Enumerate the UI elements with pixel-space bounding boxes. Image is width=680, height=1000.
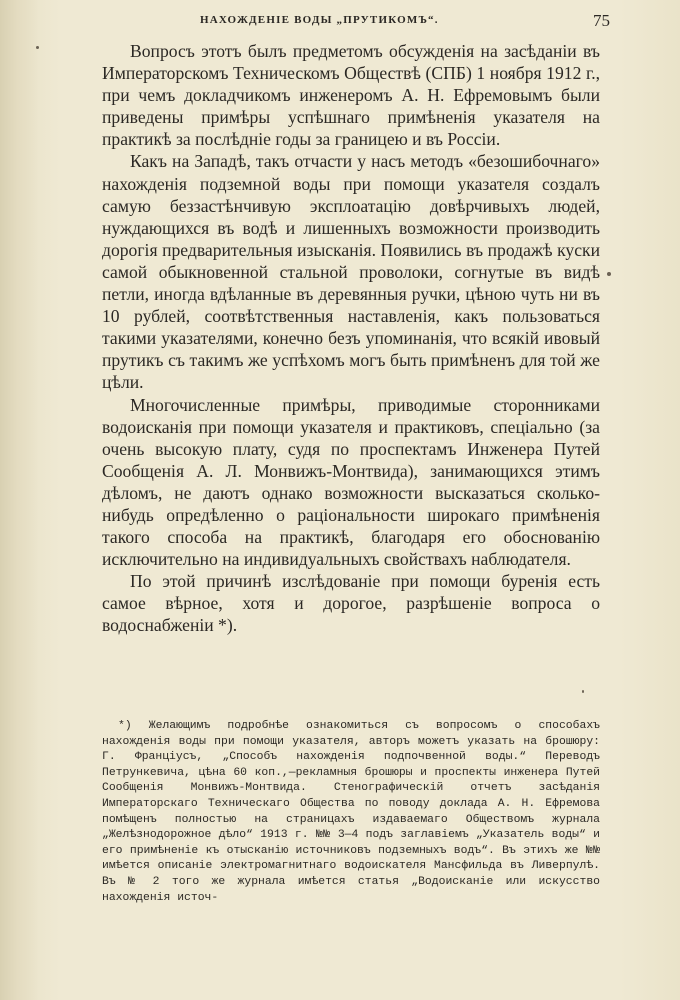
page-number: 75 <box>593 11 610 30</box>
ink-speck <box>582 690 584 693</box>
page-header <box>100 10 610 36</box>
paragraph-3: Многочисленные примѣры, приводимые сторонниками водоисканія при помощи указателя и практиковъ, спеціально (за очень высокую плату, судя по проспектамъ Инженера Путей Сообщенія А. Л. Монвижъ-Монтвида), занимающихся этимъ дѣломъ, не даютъ однако возможности высказаться сколько-нибудь опредѣленно о раціональности широкаго примѣненія такого способа на практикѣ, благодаря его обоснованію исключительно на индивидуальныхъ свойствахъ наблюдателя. <box>102 394 600 570</box>
running-title: НАХОЖДЕНІЕ ВОДЫ „ПРУТИКОМЪ“. <box>200 14 439 26</box>
paragraph-4: По этой причинѣ изслѣдованіе при помощи буренія есть самое вѣрное, хотя и дорогое, разрѣшеніе вопроса о водоснабженіи *). <box>102 571 600 636</box>
ink-speck <box>36 46 39 49</box>
page-gutter-shadow <box>0 0 38 1000</box>
footnote: *) Желающимъ подробнѣе ознакомиться съ вопросомъ о способахъ нахожденія воды при помощи указателя, авторъ можетъ указать на брошюру: Г. Францiусъ, „Способъ нахожденія подпочвенной воды.“ Переводъ Петрункевича, цѣна 60 коп.,—рекламныя брошюры и проспекты инженера Путей Сообщенія Монвижъ-Монтвида. Стенографическій отчетъ засѣданія Императорскаго Техническаго Общества по поводу доклада А. Н. Ефремова помѣщенъ полностью на страницахъ издаваемаго Обществомъ журнала „Желѣзнодорожное дѣло“ 1913 г. №№ 3—4 подъ заглавіемъ „Указатель воды“ и его примѣненіе къ отысканію источниковъ подземныхъ водъ“. Въ этихъ же №№ имѣется описаніе электромагнитнаго водоискателя Мансфильда въ Ливерпулѣ. Въ № 2 того же журнала имѣется статья „Водоисканіе или искусство нахожденія источ- <box>102 720 600 904</box>
paragraph-2: Какъ на Западѣ, такъ отчасти у насъ методъ «безошибочнаго» нахожденія подземной воды при помощи указателя создалъ самую беззастѣнчивую эксплоатацію довѣрчивыхъ людей, нуждающихся въ водѣ и лишенныхъ возможности производить дорогія предварительныя изысканія. Появились въ продажѣ куски самой обыкновенной стальной проволоки, согнутые въ видѣ петли, иногда вдѣланные въ деревянныя ручки, цѣною чуть ни въ 10 рублей, соотвѣтственныя наставленія, какъ пользоваться такими указателями, конечно безъ упоминанія, что всякій ивовый прутикъ съ такимъ же успѣхомъ могъ быть примѣненъ для той же цѣли. <box>102 151 600 393</box>
paragraph-1: Вопросъ этотъ былъ предметомъ обсужденія на засѣданіи въ Императорскомъ Техническомъ Обществѣ (СПБ) 1 ноября 1912 г., при чемъ докладчикомъ инженеромъ А. Н. Ефремовымъ были приведены примѣры успѣшнаго примѣненія указателя на практикѣ за послѣдніе годы за границею и въ Россіи. <box>102 41 600 150</box>
ink-speck <box>607 272 611 276</box>
main-text <box>102 40 600 637</box>
